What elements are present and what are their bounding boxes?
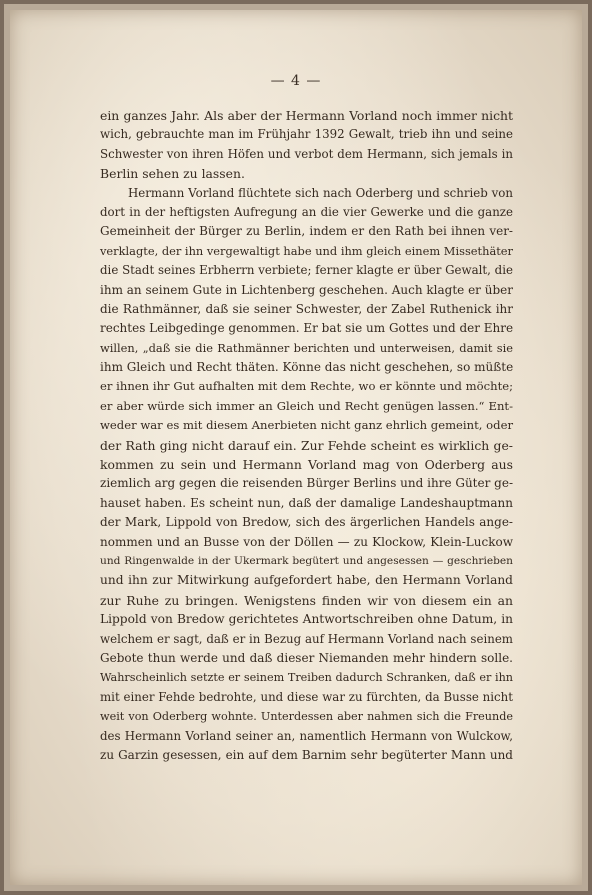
text-line: zur Ruhe zu bringen. Wenigstens finden wir von diesem ein an: [100, 592, 513, 608]
text-line: Gebote thun werde und daß dieser Niemanden mehr hindern solle.: [100, 650, 513, 665]
book-page: [10, 10, 582, 885]
text-line: Schwester von ihren Höfen und verbot dem Hermann, sich jemals in: [100, 146, 513, 161]
text-line: kommen zu sein und Hermann Vorland mag von Oderberg aus: [100, 457, 513, 473]
text-line: willen, „daß sie die Rathmänner berichten und unterweisen, damit sie: [100, 340, 513, 355]
text-line: dort in der heftigsten Aufregung an die vier Gewerke und die ganze: [100, 204, 513, 219]
text-line: weit von Oderberg wohnte. Unterdessen aber nahmen sich die Freunde: [100, 710, 513, 724]
page-number-header: — 4 —: [270, 73, 322, 89]
text-line: der Rath ging nicht darauf ein. Zur Fehde scheint es wirklich ge-: [100, 437, 513, 453]
text-line: verklagte, der ihn vergewaltigt habe und ihm gleich einem Missethäter: [100, 243, 513, 258]
page-body-text: [100, 106, 513, 765]
text-line: nommen und an Busse von der Döllen — zu Klockow, Klein-Luckow: [100, 534, 513, 549]
text-line: zu Garzin gesessen, ein auf dem Barnim sehr begüterter Mann und: [100, 747, 513, 762]
text-line: Berlin sehen zu lassen.: [100, 166, 245, 182]
text-line: rechtes Leibgedinge genommen. Er bat sie um Gottes und der Ehre: [100, 321, 514, 336]
text-line: und ihn zur Mitwirkung aufgefordert habe, den Hermann Vorland: [100, 573, 513, 588]
text-line: Hermann Vorland flüchtete sich nach Oderberg und schrieb von: [128, 185, 513, 200]
text-line: die Stadt seines Erbherrn verbiete; ferner klagte er über Gewalt, die: [100, 263, 513, 278]
text-line: er ihnen ihr Gut aufhalten mit dem Rechte, wo er könnte und möchte;: [100, 379, 513, 394]
text-line: ihm an seinem Gute in Lichtenberg geschehen. Auch klagte er über: [100, 282, 513, 297]
text-line: welchem er sagt, daß er in Bezug auf Hermann Vorland nach seinem: [100, 631, 513, 646]
text-line: Gemeinheit der Bürger zu Berlin, indem er den Rath bei ihnen ver-: [100, 224, 513, 239]
text-line: mit einer Fehde bedrohte, und diese war zu fürchten, da Busse nicht: [100, 689, 513, 704]
text-line: des Hermann Vorland seiner an, namentlich Hermann von Wulckow,: [100, 728, 513, 743]
text-line: Wahrscheinlich setzte er seinem Treiben dadurch Schranken, daß er ihn: [100, 671, 513, 685]
text-line: Lippold von Bredow gerichtetes Antwortschreiben ohne Datum, in: [100, 612, 513, 627]
text-line: ziemlich arg gegen die reisenden Bürger Berlins und ihre Güter ge-: [100, 476, 513, 491]
text-line: ein ganzes Jahr. Als aber der Hermann Vorland noch immer nicht: [100, 108, 513, 123]
text-line: der Mark, Lippold von Bredow, sich des ärgerlichen Handels ange-: [100, 515, 513, 530]
text-line: ihm Gleich und Recht thäten. Könne das nicht geschehen, so müßte: [100, 360, 514, 375]
text-line: die Rathmänner, daß sie seiner Schwester, der Zabel Ruthenick ihr: [100, 301, 513, 316]
text-line: weder war es mit diesem Anerbieten nicht ganz ehrlich gemeint, oder: [100, 418, 513, 433]
text-line: wich, gebrauchte man im Frühjahr 1392 Gewalt, trieb ihn und seine: [100, 127, 513, 142]
text-line: und Ringenwalde in der Ukermark begütert und angesessen — geschrieben: [100, 554, 513, 567]
text-line: er aber würde sich immer an Gleich und Recht genügen lassen.“ Ent-: [100, 398, 513, 413]
text-line: hauset haben. Es scheint nun, daß der damalige Landeshauptmann: [100, 495, 513, 510]
